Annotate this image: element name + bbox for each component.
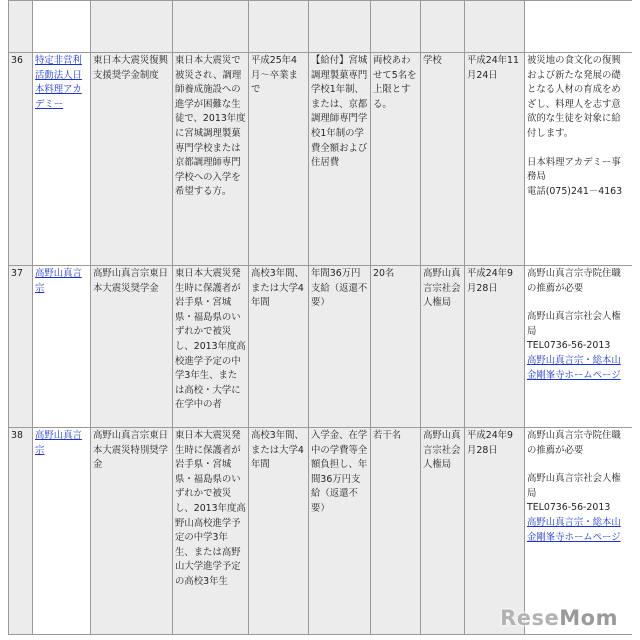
remarks-line: TEL0736-56-2013: [527, 340, 611, 352]
eligibility-cell: [173, 428, 249, 635]
empty-cell: [91, 1, 173, 53]
amount-text: 【給付】宮城調理製菓専門学校1年制、または、京都調理師専門学校1年制の学費全額および住居費: [311, 55, 368, 169]
quota-cell: [371, 266, 421, 428]
deadline-cell: [465, 266, 525, 428]
row-number-cell: [9, 266, 33, 428]
empty-cell: [465, 1, 525, 53]
row-number-cell: [9, 53, 33, 266]
remarks-line: 被災地の食文化の復興および新たな発展の礎となる人材の育成をめざし、料理人を志す意欲的な生徒を対象に給付します。: [527, 55, 621, 139]
table-body: [9, 1, 633, 635]
eligibility-cell: [173, 266, 249, 428]
eligibility-text: 東日本大震災で被災され、調理師養成施設への進学が困難な生徒で、2013年度に宮城調理製菓専門学校または京都調理師専門学校への入学を希望する方。: [175, 55, 246, 198]
row-number-cell: [9, 428, 33, 635]
homepage-link[interactable]: 高野山真言宗・総本山金剛峯寺ホームページ: [527, 354, 621, 381]
quota-cell: [371, 428, 421, 635]
period-text: 高校3年間、または大学4年間: [251, 430, 304, 471]
amount-text: 入学金、在学中の学費等全額負担し、年間36万円支給（返還不要）: [311, 430, 368, 514]
remarks-spacer: [527, 296, 630, 310]
application-cell: [421, 53, 465, 266]
scholarship-name-cell: [91, 266, 173, 428]
organization-link[interactable]: 高野山真言宗: [35, 268, 82, 294]
empty-cell: [309, 1, 371, 53]
table-row-previous: [9, 1, 633, 53]
quota-text: 若干名: [373, 430, 402, 441]
resemom-watermark-logo: ReseMom: [500, 606, 618, 630]
application-text: 学校: [423, 55, 442, 66]
empty-cell: [371, 1, 421, 53]
period-cell: [249, 428, 309, 635]
period-text: 平成25年4月～卒業まで: [251, 55, 298, 96]
application-text: 高野山真言宗社会人権局: [423, 430, 461, 471]
organization-cell: [33, 266, 91, 428]
organization-cell: [33, 53, 91, 266]
remarks-line: 高野山真言宗社会人権局: [527, 473, 621, 499]
eligibility-text: 東日本大震災発生時に保護者が岩手県・宮城県・福島県のいずれかで被災し、2013年度高野山高校進学予定の中学3年生、または高野山大学進学予定の高校3年生: [175, 430, 246, 587]
eligibility-cell: [173, 53, 249, 266]
remarks-cell: [525, 266, 633, 428]
homepage-link[interactable]: 高野山真言宗・総本山金剛峯寺ホームページ: [527, 516, 621, 543]
application-cell: [421, 266, 465, 428]
row-number-text: 36: [11, 55, 23, 66]
period-cell: [249, 266, 309, 428]
quota-cell: [371, 53, 421, 266]
remarks-spacer: [527, 458, 630, 472]
scholarship-name-cell: [91, 53, 173, 266]
deadline-cell: [465, 428, 525, 635]
remarks-cell: [525, 428, 633, 635]
scholarship-name-text: 高野山真言宗東日本大震災特別奨学金: [93, 430, 169, 471]
amount-cell: [309, 53, 371, 266]
scholarship-name-cell: [91, 428, 173, 635]
scholarship-table: [8, 0, 632, 635]
remarks-line: 高野山真言宗寺院住職の推薦が必要: [527, 430, 621, 456]
period-text: 高校3年間、または大学4年間: [251, 268, 304, 309]
quota-text: 両校あわせて5名を上限とする。: [373, 55, 417, 110]
remarks-line: TEL0736-56-2013: [527, 502, 611, 514]
remarks-line: 高野山真言宗寺院住職の推薦が必要: [527, 268, 621, 294]
scholarship-name-text: 高野山真言宗東日本大震災奨学金: [93, 268, 169, 294]
organization-cell: [33, 428, 91, 635]
application-cell: [421, 428, 465, 635]
remarks-spacer: [527, 142, 630, 156]
empty-cell: [173, 1, 249, 53]
deadline-text: 平成24年11月24日: [467, 55, 519, 81]
empty-cell: [249, 1, 309, 53]
row-number-text: 37: [11, 268, 23, 279]
table-row: [9, 53, 633, 266]
table-row: [9, 428, 633, 635]
amount-cell: [309, 266, 371, 428]
organization-link[interactable]: 高野山真言宗: [35, 430, 82, 456]
table-row: [9, 266, 633, 428]
scholarship-name-text: 東日本大震災復興支援奨学金制度: [93, 55, 169, 81]
amount-text: 年間36万円支給（返還不要）: [311, 268, 368, 309]
scholarship-table-sheet: [8, 0, 632, 640]
application-text: 高野山真言宗社会人権局: [423, 268, 461, 309]
deadline-text: 平成24年9月28日: [467, 430, 514, 456]
empty-cell: [421, 1, 465, 53]
deadline-cell: [465, 53, 525, 266]
deadline-text: 平成24年9月28日: [467, 268, 514, 294]
eligibility-text: 東日本大震災発生時に保護者が岩手県・宮城県・福島県のいずれかで被災し、2013年度高校進学予定の中学3年生、または高校・大学に在学中の者: [175, 268, 246, 411]
remarks-line: 電話(075)241－4163: [527, 185, 623, 197]
row-number-text: 38: [11, 430, 23, 441]
period-cell: [249, 53, 309, 266]
amount-cell: [309, 428, 371, 635]
empty-cell: [9, 1, 33, 53]
empty-cell: [33, 1, 91, 53]
quota-text: 20名: [373, 268, 395, 279]
remarks-line: 日本料理アカデミー事務局: [527, 156, 621, 183]
remarks-cell: [525, 53, 633, 266]
remarks-line: 高野山真言宗社会人権局: [527, 311, 621, 337]
organization-link[interactable]: 特定非営利活動法人日本料理アカデミー: [35, 55, 82, 110]
empty-cell: [525, 1, 633, 53]
